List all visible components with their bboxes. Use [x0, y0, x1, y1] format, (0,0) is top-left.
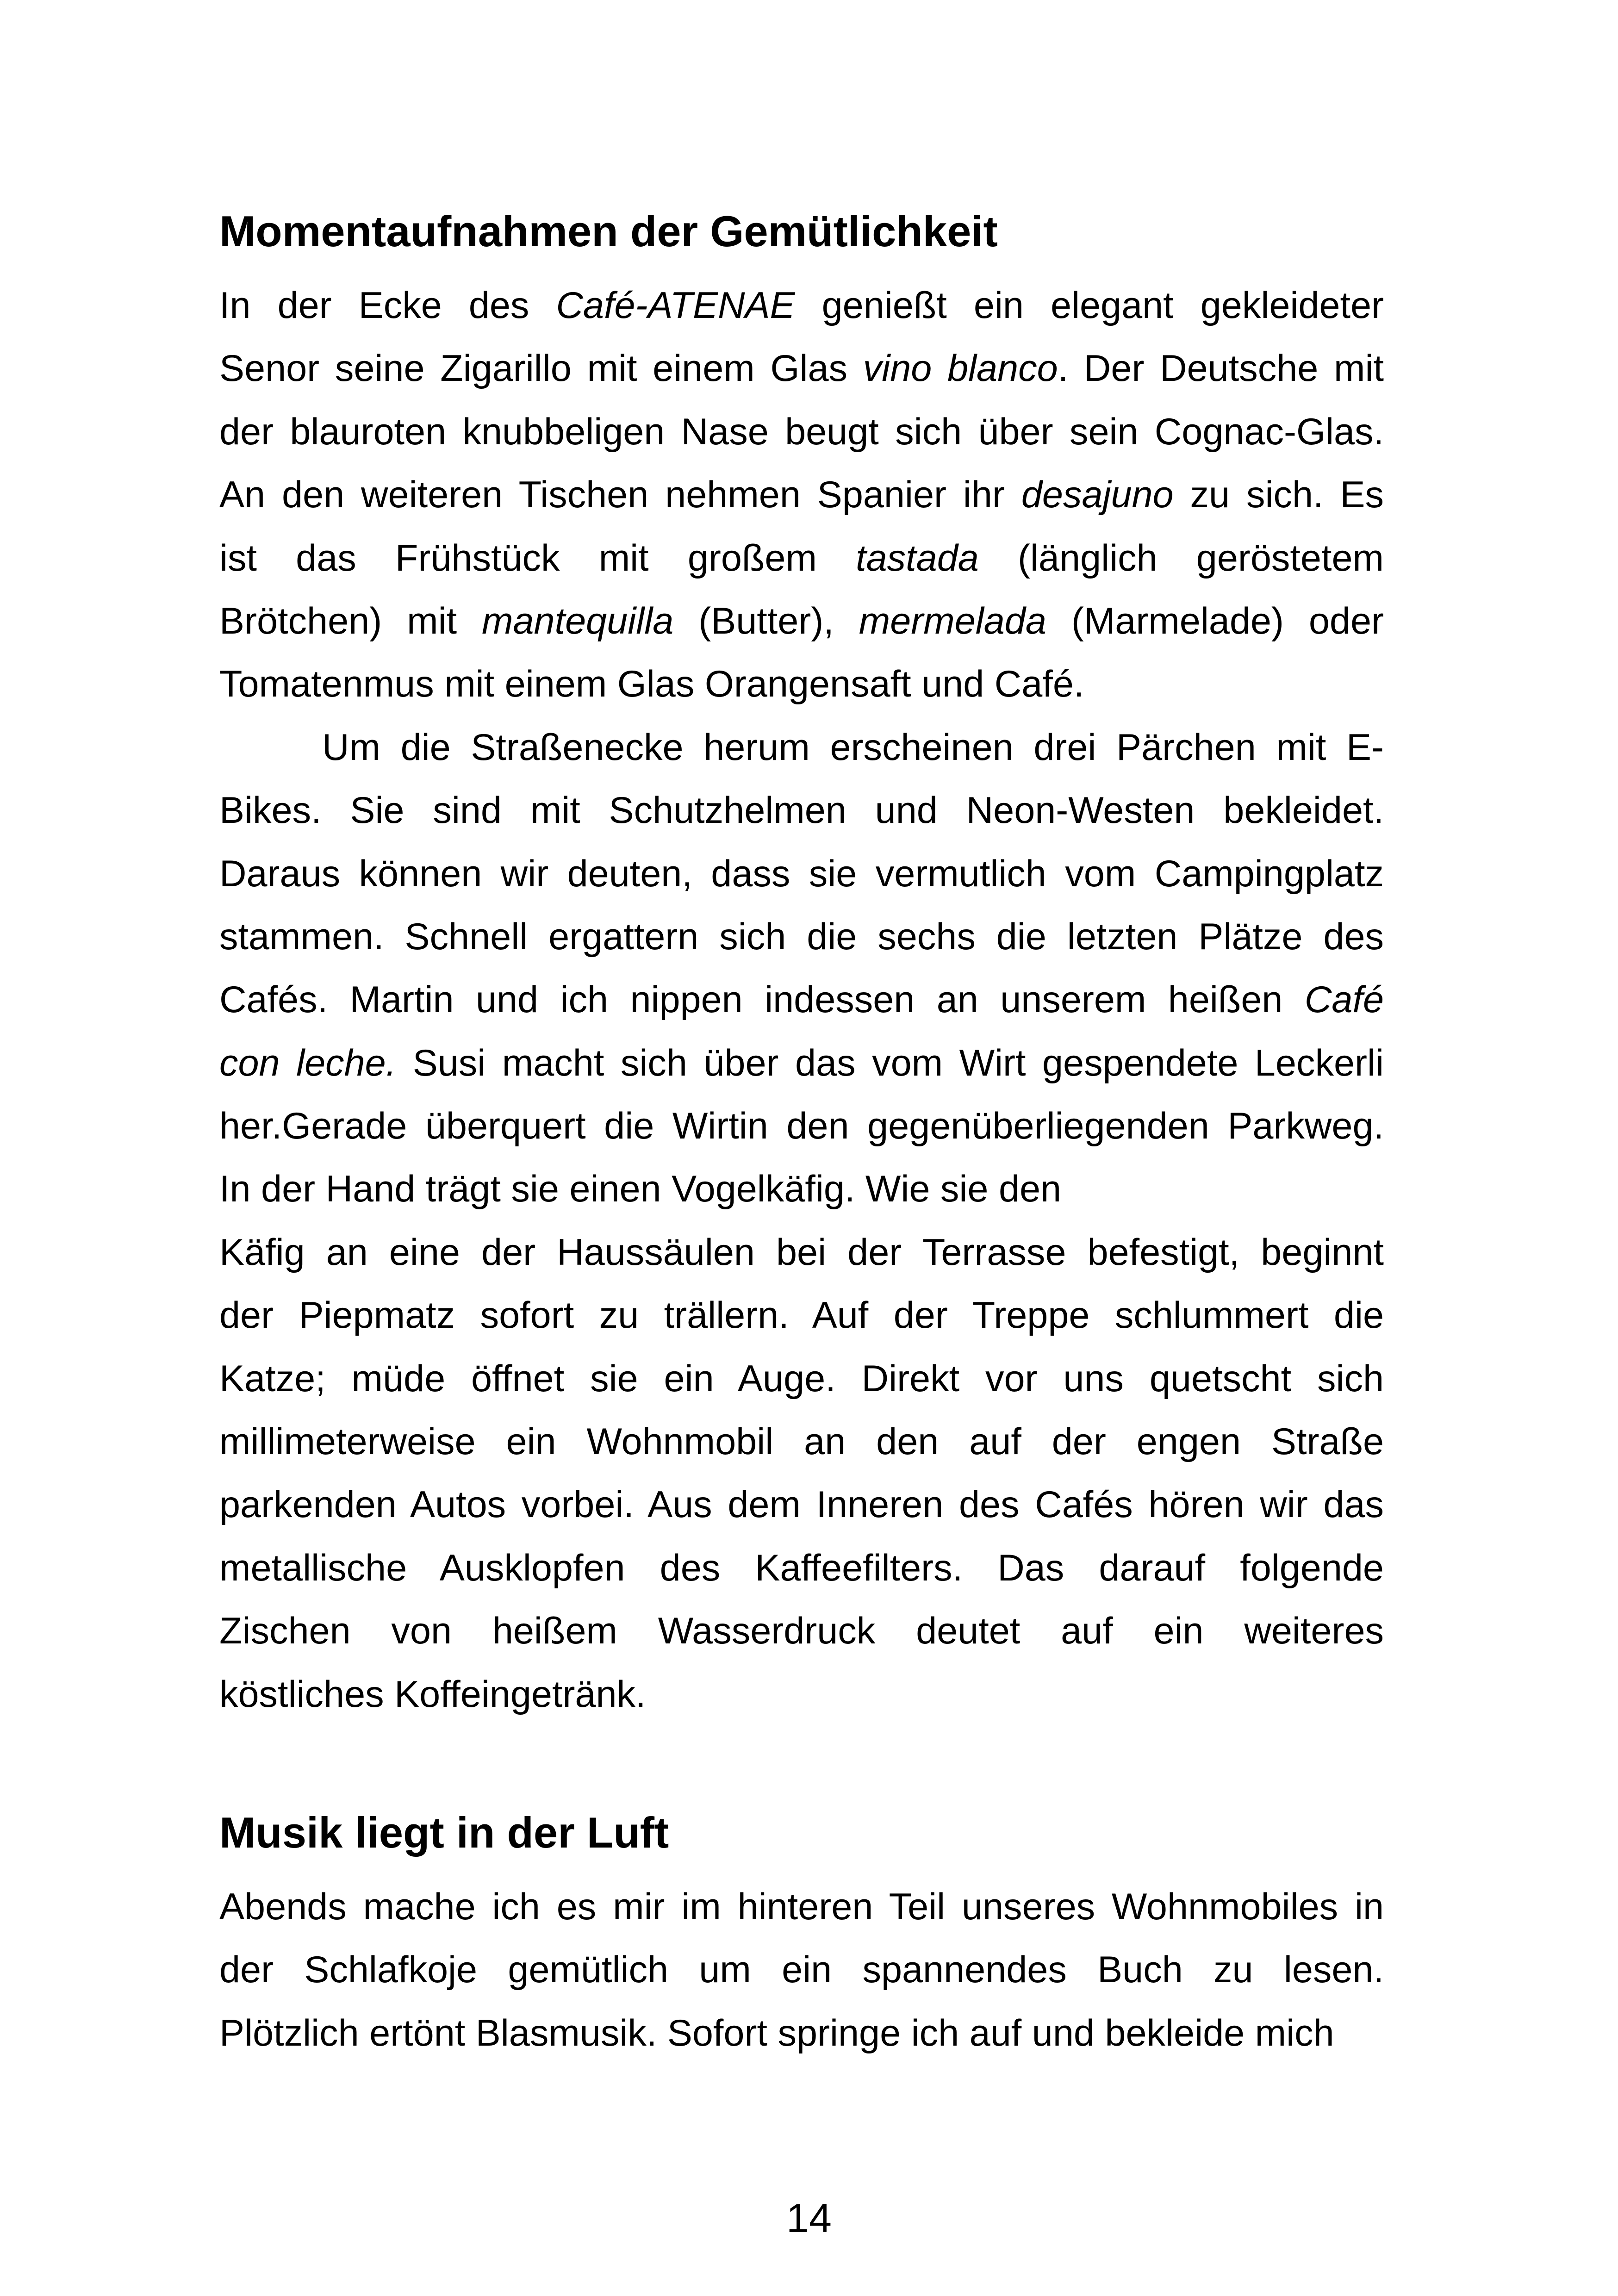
text-run: metallische Ausklopfen des Kaffeefilters. Das darauf folgende: [219, 1547, 1384, 1589]
section-heading: Momentaufnahmen der Gemütlichkeit: [219, 207, 998, 255]
italic-term: mantequilla: [482, 600, 674, 642]
text-run: zu sich. Es: [1173, 474, 1384, 516]
text-run: In der Ecke des: [219, 285, 556, 326]
text-run: der Schlafkoje gemütlich um ein spannendes Buch zu lesen.: [219, 1949, 1384, 1991]
text-line: [219, 400, 1384, 463]
text-line: [219, 2002, 1384, 2065]
italic-term: desajuno: [1021, 474, 1174, 516]
text-run: parkenden Autos vorbei. Aus dem Inneren des Cafés hören wir das: [219, 1484, 1384, 1526]
text-line: [219, 1875, 1384, 1938]
text-run: genießt ein elegant gekleideter: [795, 285, 1384, 326]
text-run: Zischen von heißem Wasserdruck deutet auf ein weiteres: [219, 1610, 1384, 1652]
text-run: Brötchen) mit: [219, 600, 482, 642]
text-line: [219, 1938, 1384, 2001]
text-run: Bikes. Sie sind mit Schutzhelmen und Neon-Westen bekleidet.: [219, 790, 1384, 832]
text-line: [219, 779, 1384, 842]
text-run: . Der Deutsche mit: [1058, 348, 1384, 390]
text-line: [219, 653, 1384, 716]
text-run: Susi macht sich über das vom Wirt gespendete Leckerli: [396, 1042, 1384, 1084]
text-line: [219, 527, 1384, 590]
text-run: Abends mache ich es mir im hinteren Teil unseres Wohnmobiles in: [219, 1886, 1384, 1928]
italic-term: con leche.: [219, 1042, 397, 1084]
text-run: der Piepmatz sofort zu trällern. Auf der Treppe schlummert die: [219, 1294, 1384, 1337]
text-line: [219, 968, 1384, 1031]
text-line: [219, 1663, 1384, 1726]
text-run: Plötzlich ertönt Blasmusik. Sofort springe ich auf und bekleide mich: [219, 2012, 1334, 2054]
italic-term: mermelada: [859, 600, 1046, 642]
text-line: [219, 1599, 1384, 1662]
text-run: (Marmelade) oder: [1046, 600, 1384, 642]
italic-term: Café: [1304, 979, 1384, 1021]
text-run: ist das Frühstück mit großem: [219, 537, 856, 579]
text-line: [219, 1157, 1384, 1220]
italic-term: Café-ATENAE: [556, 285, 795, 326]
italic-term: tastada: [856, 537, 979, 579]
text-run: Senor seine Zigarillo mit einem Glas: [219, 348, 863, 390]
text-run: (länglich geröstetem: [978, 537, 1384, 579]
text-line: [219, 716, 1384, 779]
text-line: [219, 463, 1384, 526]
italic-term: vino blanco: [863, 348, 1058, 390]
text-run: Cafés. Martin und ich nippen indessen an unserem heißen: [219, 979, 1305, 1021]
text-line: [219, 1095, 1384, 1157]
text-line: [219, 1221, 1384, 1284]
text-line: [219, 905, 1384, 968]
text-run: Tomatenmus mit einem Glas Orangensaft und Café.: [219, 663, 1084, 705]
text-run: stammen. Schnell ergattern sich die sechs die letzten Plätze des: [219, 915, 1384, 958]
text-run: köstliches Koffeingetränk.: [219, 1673, 646, 1715]
text-line: [219, 1537, 1384, 1599]
text-run: millimeterweise ein Wohnmobil an den auf der engen Straße: [219, 1421, 1384, 1463]
text-line: [219, 842, 1384, 905]
text-line: [219, 1347, 1384, 1410]
text-run: Daraus können wir deuten, dass sie vermutlich vom Campingplatz: [219, 852, 1384, 895]
text-run: der blauroten knubbeligen Nase beugt sich über sein Cognac-Glas.: [219, 411, 1384, 453]
text-run: An den weiteren Tischen nehmen Spanier ihr: [219, 474, 1021, 516]
text-run: (Butter),: [673, 600, 859, 642]
text-run: In der Hand trägt sie einen Vogelkäfig. Wie sie den: [219, 1168, 1062, 1210]
text-line: [219, 1284, 1384, 1347]
text-line: [219, 1410, 1384, 1473]
text-line: [219, 337, 1384, 400]
section-body: [219, 1875, 1384, 2065]
text-line: [219, 1473, 1384, 1536]
section-body: [219, 274, 1384, 1726]
text-run: Katze; müde öffnet sie ein Auge. Direkt vor uns quetscht sich: [219, 1357, 1384, 1400]
text-line: [219, 590, 1384, 653]
text-line: [219, 274, 1384, 337]
text-run: Um die Straßenecke herum erscheinen drei Pärchen mit E-: [322, 726, 1384, 768]
section-heading: Musik liegt in der Luft: [219, 1808, 669, 1857]
text-line: [219, 1032, 1384, 1095]
page-number: 14: [786, 2195, 832, 2241]
text-run: her.Gerade überquert die Wirtin den gegenüberliegenden Parkweg.: [219, 1105, 1384, 1147]
text-run: Käfig an eine der Haussäulen bei der Terrasse befestigt, beginnt: [219, 1231, 1384, 1273]
